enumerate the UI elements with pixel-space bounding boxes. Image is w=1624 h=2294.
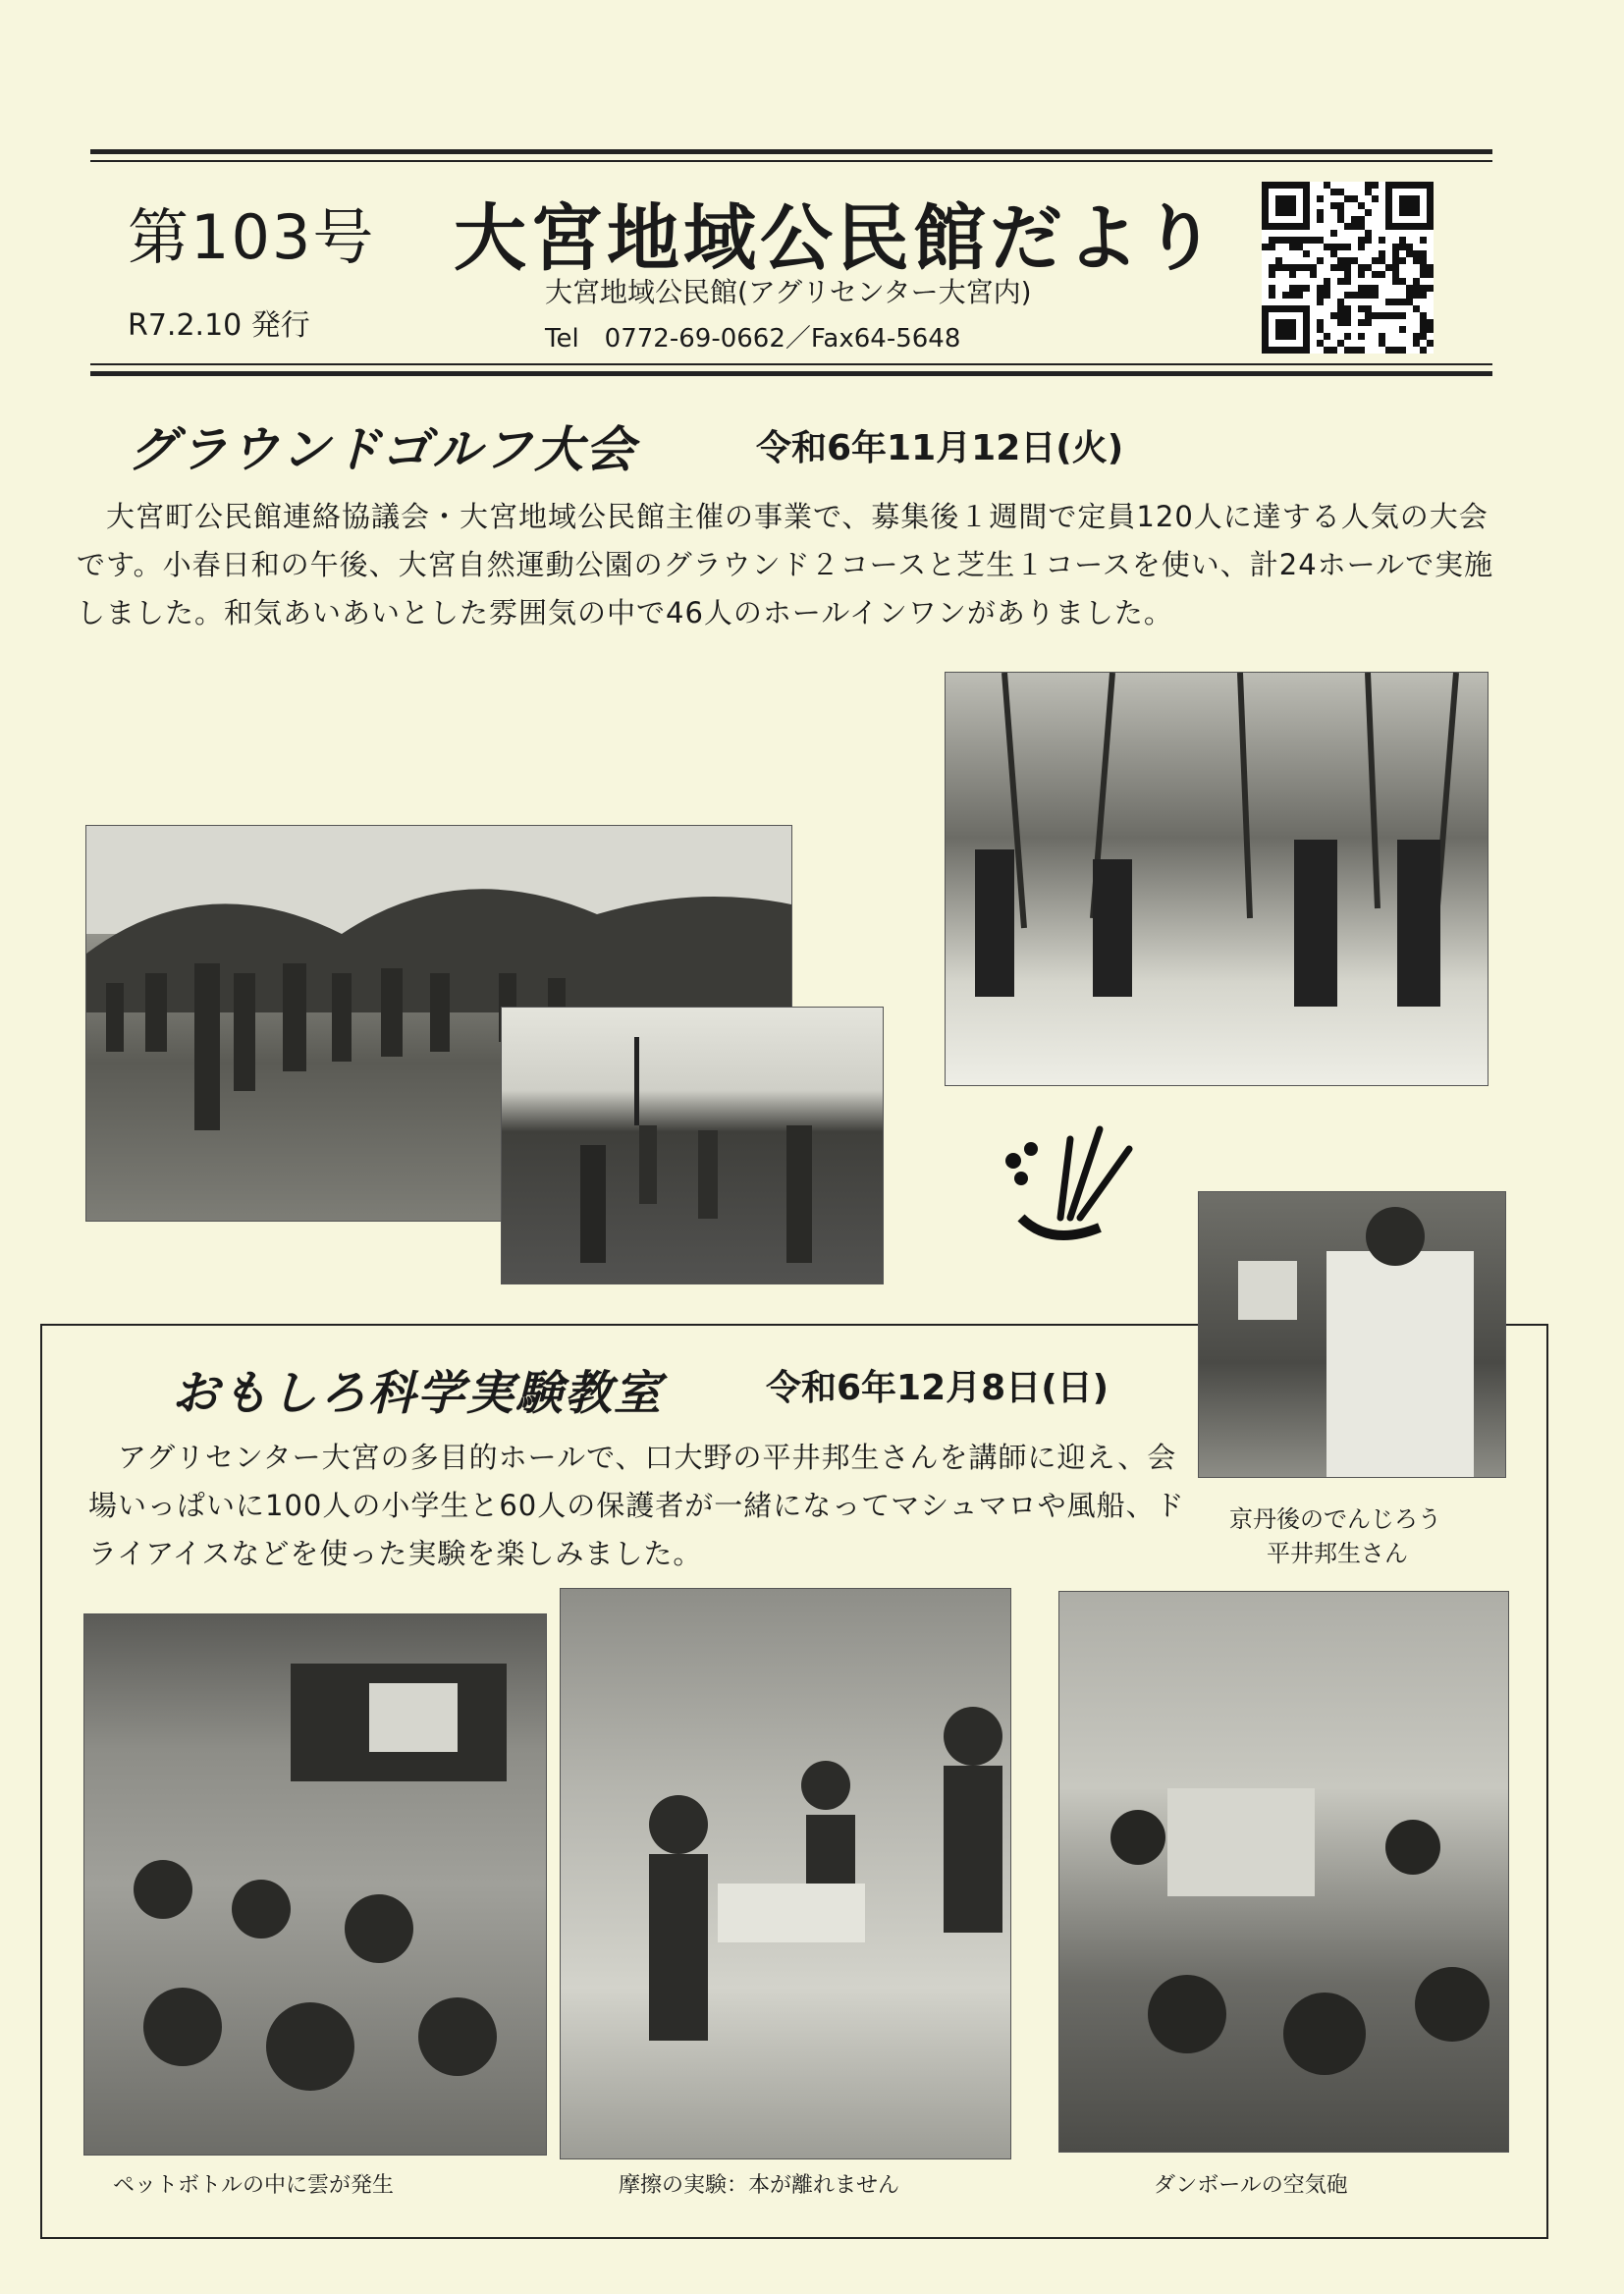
header-bottom-rule-thin (90, 363, 1492, 365)
science-heading: おもしろ科学実験教室 (172, 1366, 664, 1421)
science-date: 令和6年12月8日(日) (766, 1368, 1110, 1408)
issue-number: 第103号 (128, 201, 376, 273)
newsletter-title: 大宮地域公民館だより (454, 196, 1219, 281)
header-top-rule-thin (90, 160, 1492, 162)
golf-heading: グラウンドゴルフ大会 (128, 421, 636, 478)
instructor-caption-2: 平井邦生さん (1267, 1540, 1408, 1567)
golf-clubs-icon (992, 1120, 1139, 1257)
publisher: 大宮地域公民館(アグリセンター大宮内) (545, 276, 1032, 308)
qr-code[interactable] (1262, 182, 1434, 354)
science-body: アグリセンター大宮の多目的ホールで、口大野の平井邦生さんを講師に迎え、会場いっぱいに100人の小学生と60人の保護者が一緒になってマシュマロや風船、ドライアイスなどを使った実験を楽しみました。 (88, 1441, 1185, 1570)
golf-date: 令和6年11月12日(火) (756, 428, 1124, 468)
issue-date: R7.2.10 発行 (128, 308, 310, 343)
golf-body: 大宮町公民館連絡協議会・大宮地域公民館主催の事業で、募集後１週間で定員120人に達する人気の大会です。小春日和の午後、大宮自然運動公園のグラウンド２コースと芝生１コースを使い、計24ホールで実施しました。和気あいあいとした雰囲気の中で46人のホールインワンがありました。 (77, 500, 1494, 629)
science-photo-hall (83, 1613, 547, 2156)
instructor-caption-1: 京丹後のでんじろう (1229, 1505, 1441, 1533)
instructor-photo (1198, 1191, 1506, 1478)
science-photo-friction (560, 1588, 1011, 2159)
science-caption-3: ダンボールの空気砲 (1154, 2173, 1348, 2198)
golf-photo-forest (945, 672, 1489, 1086)
header-top-rule (90, 149, 1492, 154)
contact-info: Tel 0772-69-0662／Fax64-5648 (545, 324, 961, 354)
science-caption-1: ペットボトルの中に雲が発生 (113, 2173, 395, 2198)
science-caption-2: 摩擦の実験：本が離れません (619, 2173, 900, 2198)
header-bottom-rule (90, 371, 1492, 376)
golf-photo-putting (501, 1007, 884, 1284)
science-photo-air-cannon (1058, 1591, 1509, 2153)
